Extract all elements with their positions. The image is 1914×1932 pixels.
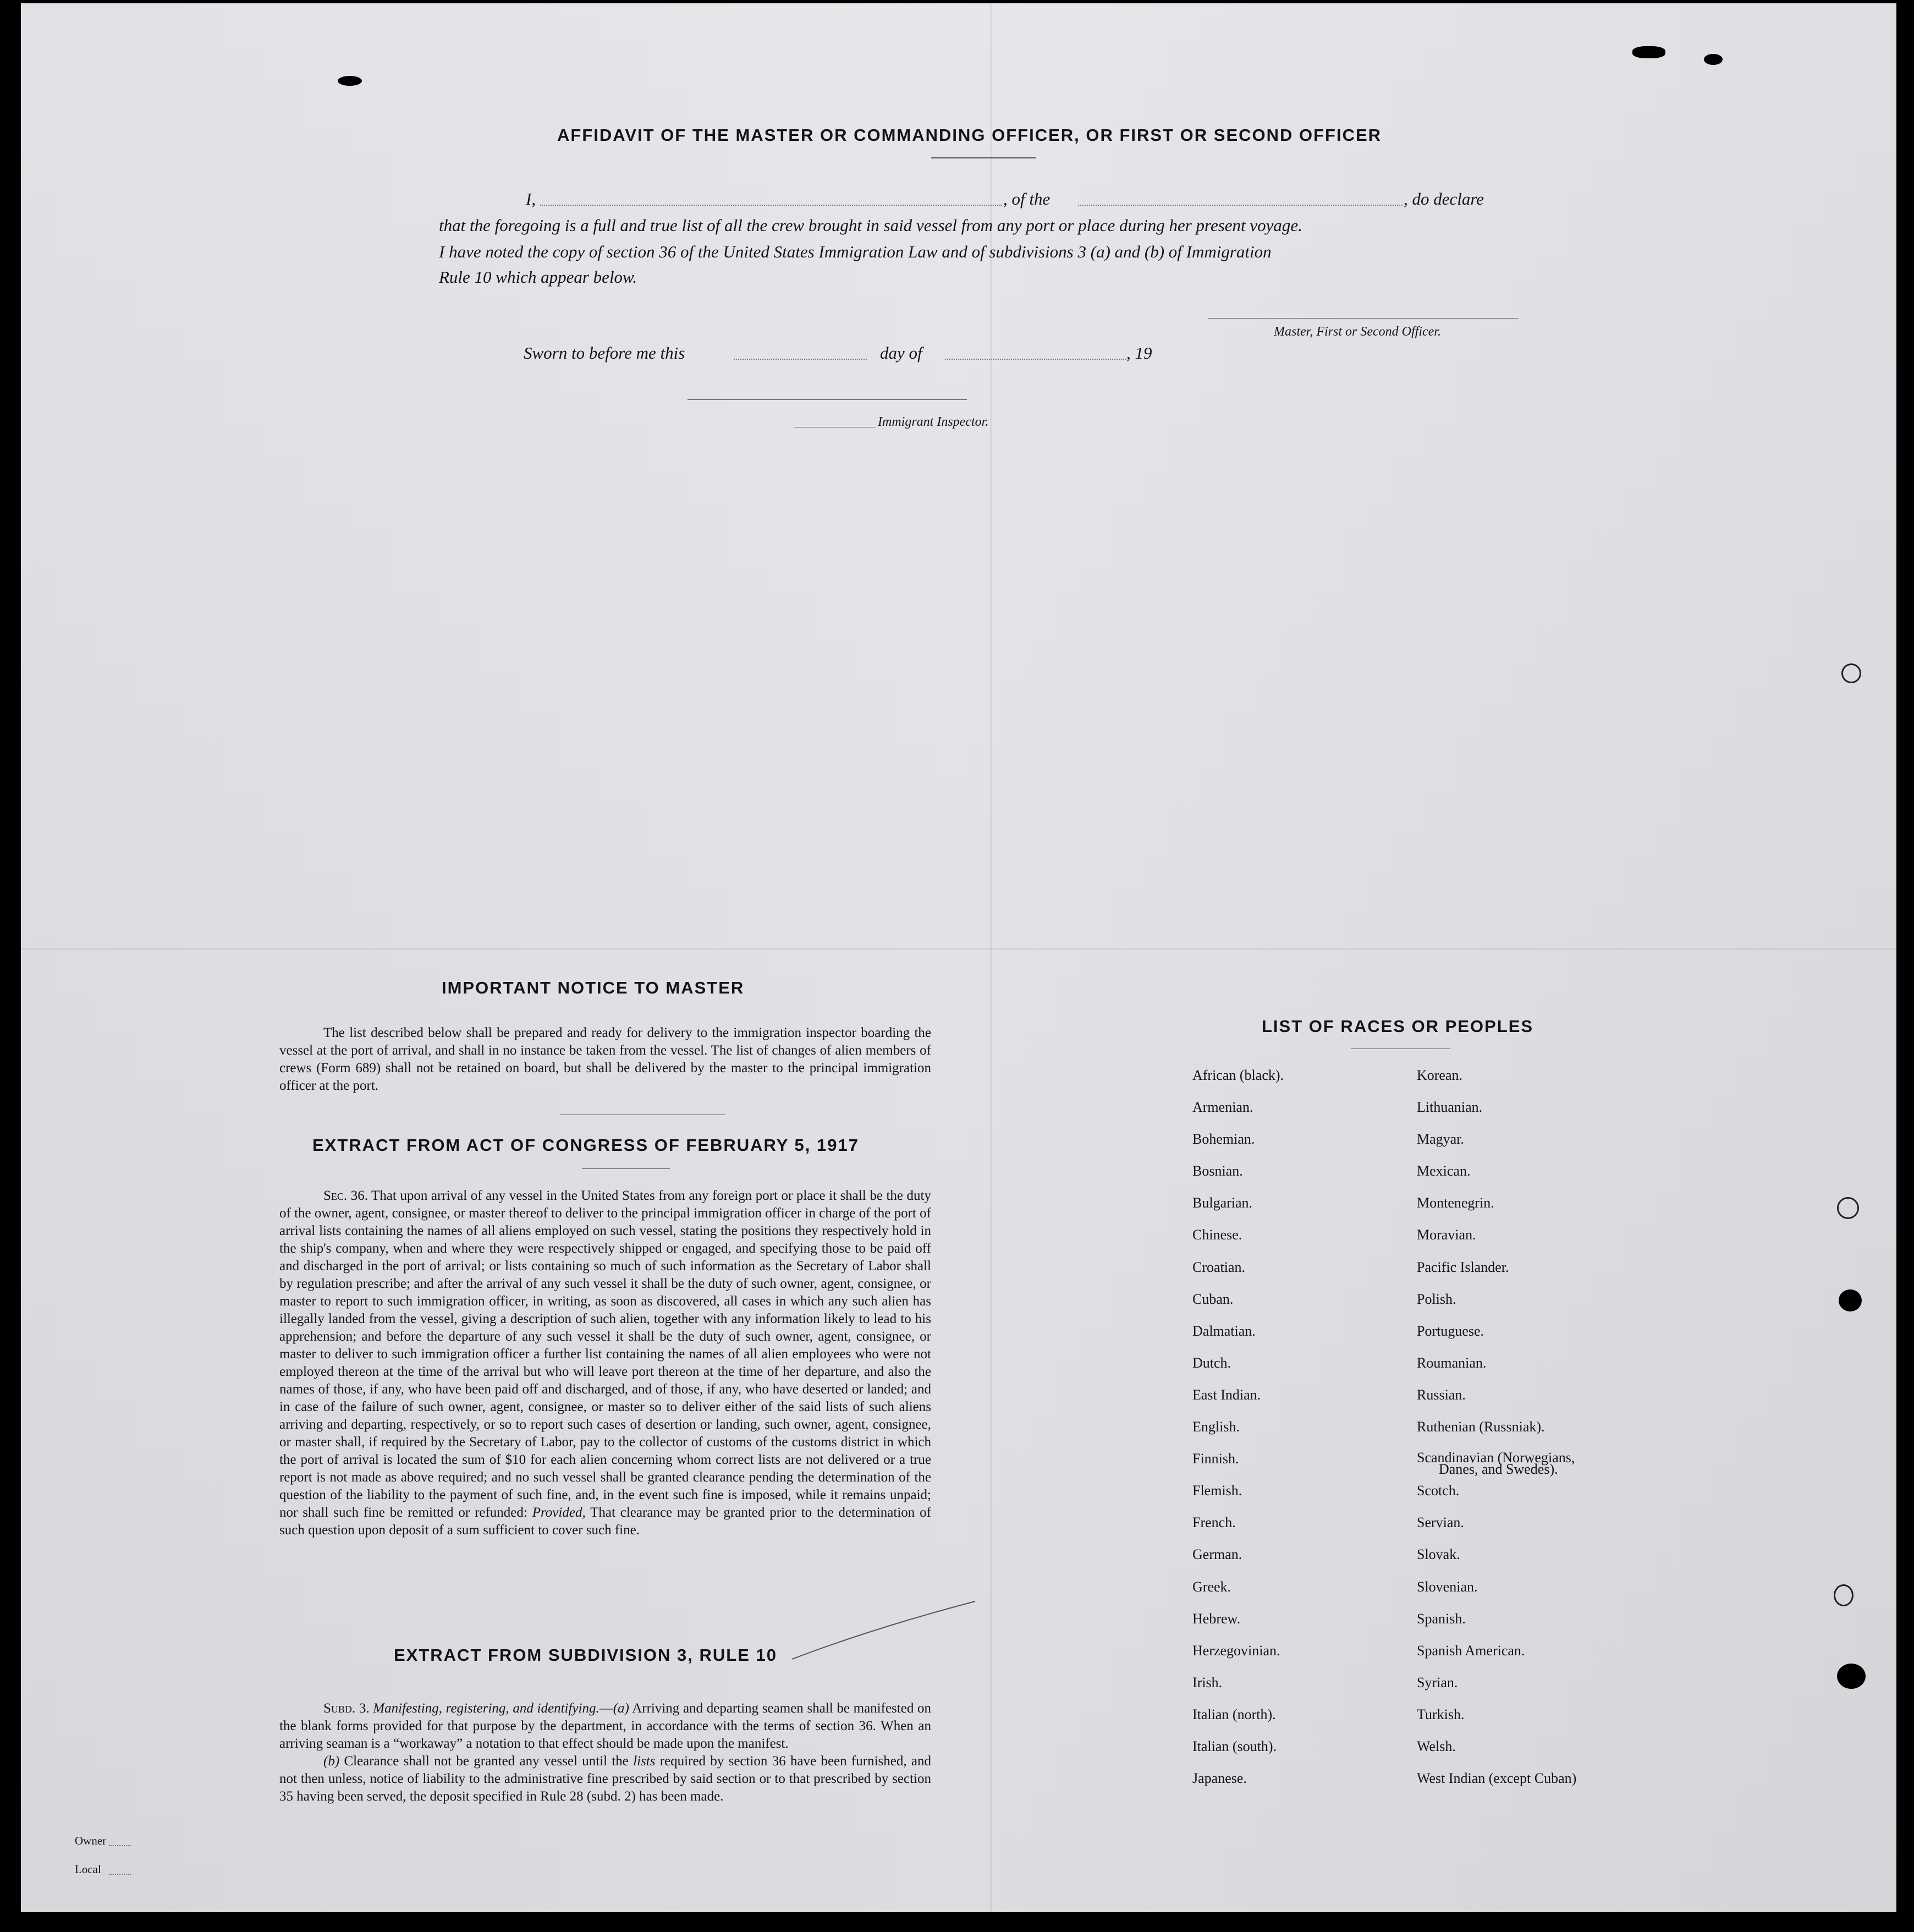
document-page (21, 3, 1896, 1912)
affidavit-line-1-i: I, (526, 189, 536, 208)
race-item: Spanish. (1417, 1610, 1466, 1627)
race-item: Croatian. (1192, 1259, 1246, 1275)
race-item: Bosnian. (1192, 1163, 1243, 1179)
inspector-signature-label: Immigrant Inspector. (878, 415, 989, 429)
binding-hole (1837, 1664, 1866, 1689)
section-36-text: That upon arrival of any vessel in the United States from any foreign port or place it shall be the duty of the owner, agent, consignee, or master thereof to deliver to the principal immigration officer in charge of the port of arrival lists containing the names of all aliens employed on such vessel, stating the positions they respectively hold in the ship's company, when and where they were respectively shipped or engaged, and specifying those to be paid off and discharged in the port of arrival; or lists containing so much of such information as the Secretary of Labor shall by regulation prescribe; and after the arrival of any such vessel it shall be the duty of such owner, agent, consignee, or master to report to such immigration officer, in writing, as soon as discovered, all cases in which any such alien has illegally landed from the vessel, giving a description of such alien, together with any information likely to lead to his apprehension; and before the departure of any such vessel it shall be the duty of such owner, agent, consignee, or master to deliver to such immigration officer a further list containing the names of all alien employees who were not employed thereon at the time of the arrival but who will leave port thereon at the time of her departure, and also the names of those, if any, who have been paid off and discharged, and of those, if any, who have deserted or landed; and in case of the failure of such owner, agent, consignee, or master so to deliver either of the said lists of such aliens arriving and departing, respectively, or so to report such cases of desertion or landing, such owner, agent, consignee, or master shall, if required by the Secretary of Labor, pay to the collector of customs of the customs district in which the port of arrival is located the sum of $10 for each alien concerning whom correct lists are not delivered or a true report is not made as above required; and no such vessel shall be granted clearance pending the determination of the question of the liability to the payment of such fine, and, in the event such fine is imposed, while it remains unpaid; nor shall such fine be remitted or refunded: (279, 1188, 931, 1520)
divider (582, 1168, 670, 1169)
races-title: LIST OF RACES OR PEOPLES (1262, 1017, 1534, 1036)
local-blank-line (109, 1874, 131, 1875)
torn-corner (338, 76, 362, 86)
race-item: Bohemian. (1192, 1131, 1255, 1148)
clause-b-lists: lists (633, 1754, 656, 1769)
race-item: Korean. (1417, 1067, 1463, 1083)
binding-hole (1834, 1584, 1854, 1606)
race-item: Cuban. (1192, 1291, 1234, 1307)
race-item: Portuguese. (1417, 1322, 1484, 1339)
race-item: Syrian. (1417, 1674, 1458, 1690)
signature-line-inspector (688, 399, 967, 400)
race-item: Slovenian. (1417, 1578, 1478, 1595)
blank-line-name (540, 205, 1002, 206)
race-item: German. (1192, 1546, 1242, 1563)
race-item: Magyar. (1417, 1131, 1464, 1148)
affidavit-line-1-do-declare: , do declare (1404, 189, 1484, 208)
race-item: Finnish. (1192, 1451, 1239, 1467)
race-item: Montenegrin. (1417, 1195, 1494, 1211)
race-item: Roumanian. (1417, 1354, 1487, 1371)
race-item: Turkish. (1417, 1706, 1465, 1722)
extract-act-title: EXTRACT FROM ACT OF CONGRESS OF FEBRUARY 5, 1917 (312, 1135, 859, 1155)
notice-text (279, 1024, 931, 1095)
race-item: English. (1192, 1419, 1240, 1435)
race-item: Greek. (1192, 1578, 1231, 1595)
provided-term: Provided, (532, 1505, 586, 1520)
subdivision-heading: Manifesting, registering, and identifying. (373, 1701, 600, 1716)
race-item: Russian. (1417, 1386, 1466, 1403)
clause-b-label: (b) (323, 1754, 340, 1769)
section-label: Sec. 36. (323, 1188, 368, 1203)
notice-title: IMPORTANT NOTICE TO MASTER (442, 978, 745, 997)
race-item: Irish. (1192, 1674, 1223, 1690)
race-item: Polish. (1417, 1291, 1456, 1307)
torn-corner (1632, 46, 1665, 58)
local-label: Local (75, 1863, 101, 1876)
owner-blank-line (109, 1845, 131, 1846)
race-item: Spanish American. (1417, 1642, 1525, 1659)
race-item: Dalmatian. (1192, 1322, 1256, 1339)
signature-line-master (1208, 318, 1519, 319)
race-item: Italian (south). (1192, 1738, 1277, 1754)
pencil-mark (791, 1599, 978, 1665)
race-item: Chinese. (1192, 1227, 1242, 1243)
binding-hole (1839, 1289, 1862, 1311)
clause-a-text: Arriving and departing seamen shall be manifested on the blank forms provided for that purpose by the department, in accordance with the terms of section 36. When an arriving seaman is a “workaway” a notation to that effect should be made upon the manifest. (279, 1701, 931, 1751)
affidavit-title: AFFIDAVIT OF THE MASTER OR COMMANDING OFFICER, OR FIRST OR SECOND OFFICER (557, 125, 1382, 145)
day-of-text: day of (880, 343, 922, 363)
race-item: Bulgarian. (1192, 1195, 1253, 1211)
blank-line-month (945, 359, 1126, 360)
race-item: African (black). (1192, 1067, 1284, 1083)
clause-a-label: (a) (613, 1701, 629, 1716)
notice-paragraph: The list described below shall be prepared and ready for delivery to the immigration inspector boarding the vessel at the port of arrival, and shall in no instance be taken from the vessel. The list of changes of alien members of crews (Form 689) shall not be retained on board, but shall be delivered by the master to the principal immigration officer at the port. (279, 1025, 931, 1093)
affidavit-line-4: Rule 10 which appear below. (439, 267, 637, 287)
torn-corner (1704, 54, 1723, 65)
section-36-text-end: That clearance may be granted prior to the determination of such question upon deposit of a sum sufficient to cover such fine. (279, 1505, 931, 1538)
extract-rule-text: Subd. 3. Manifesting, registering, and identifying.—(a) Arriving and departing seamen shall be manifested on the blank forms provided for that purpose by the department, in accordance with the terms of section 36. When an arriving seaman is a “workaway” a notation to that effect should be made upon the manifest. (b) Clearance shall not be granted any vessel until the lists required by section 36 have been furnished, and not then unless, notice of liability to the administrative fine prescribed by said section or to that prescribed by section 35 having been served, the deposit specified in Rule 28 (subd. 2) has been made. (279, 1701, 931, 1804)
race-item: Dutch. (1192, 1354, 1231, 1371)
binding-hole (1841, 663, 1861, 683)
blank-line-day (734, 359, 867, 360)
clause-b-text-end: required by section 36 have been furnished, and not then unless, notice of liability to the administrative fine prescribed by said section or to that prescribed by section 35 having been served, the deposit specified in Rule 28 (subd. 2) has been made. (279, 1754, 931, 1804)
race-item: West Indian (except Cuban) (1417, 1770, 1577, 1787)
year-text: , 19 (1126, 343, 1152, 363)
subdivision-label: Subd. 3. (323, 1701, 370, 1716)
race-item: Servian. (1417, 1514, 1464, 1531)
races-column-1 (1192, 1060, 1284, 1794)
owner-label: Owner (75, 1834, 107, 1847)
race-item: Lithuanian. (1417, 1099, 1483, 1116)
race-item: Japanese. (1192, 1770, 1247, 1787)
affidavit-line-2: that the foregoing is a full and true list of all the crew brought in said vessel from any port or place during her present voyage. (439, 216, 1302, 235)
race-item: Pacific Islander. (1417, 1259, 1509, 1275)
races-column-2 (1417, 1060, 1576, 1794)
race-item: Herzegovinian. (1192, 1642, 1280, 1659)
race-item: Moravian. (1417, 1227, 1476, 1243)
race-item: Scandinavian (Norwegians, (1417, 1450, 1575, 1466)
fold-line-vertical (990, 3, 992, 1912)
binding-hole (1837, 1197, 1859, 1219)
race-item: Flemish. (1192, 1483, 1242, 1499)
fold-line-horizontal (21, 948, 1896, 950)
race-item: Welsh. (1417, 1738, 1456, 1754)
race-item: Armenian. (1192, 1099, 1253, 1116)
race-item: Mexican. (1417, 1163, 1471, 1179)
race-item: Hebrew. (1192, 1610, 1241, 1627)
extract-act-text (279, 1187, 931, 1539)
divider (931, 157, 1036, 158)
race-item: Scotch. (1417, 1483, 1460, 1499)
clause-b-text: Clearance shall not be granted any vessel until the (344, 1754, 629, 1769)
sworn-text: Sworn to before me this (524, 343, 685, 363)
extract-rule-title: EXTRACT FROM SUBDIVISION 3, RULE 10 (394, 1645, 777, 1665)
affidavit-line-3: I have noted the copy of section 36 of the United States Immigration Law and of subdivisions 3 (a) and (b) of Immigration (439, 242, 1272, 261)
race-item-continuation: Danes, and Swedes). (1439, 1461, 1558, 1477)
race-item: Slovak. (1417, 1546, 1460, 1563)
race-item: French. (1192, 1514, 1236, 1531)
race-item: Ruthenian (Russniak). (1417, 1419, 1545, 1435)
master-signature-label: Master, First or Second Officer. (1274, 325, 1441, 339)
race-item: Italian (north). (1192, 1706, 1276, 1722)
affidavit-line-1-of-the: , of the (1003, 189, 1050, 208)
blank-line-vessel (1078, 205, 1402, 206)
race-item: East Indian. (1192, 1386, 1261, 1403)
